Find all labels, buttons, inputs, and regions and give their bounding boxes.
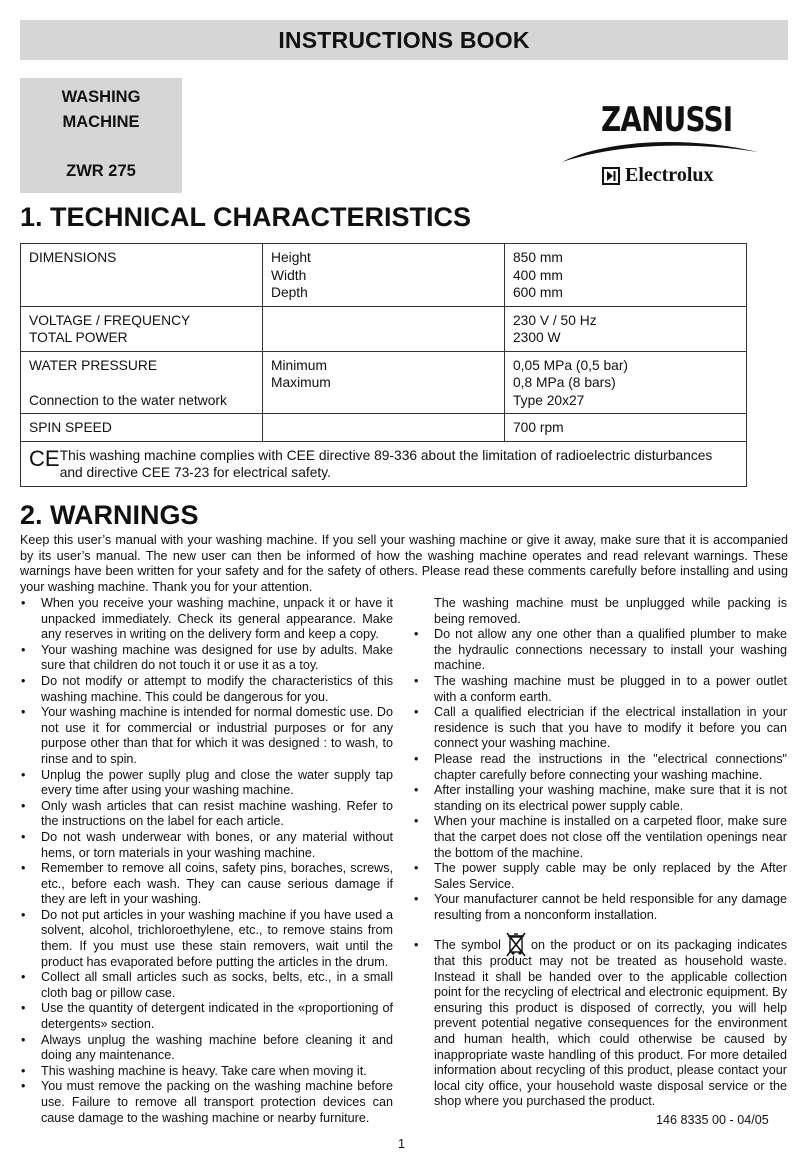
bullet: • (414, 751, 419, 766)
cell-line: 850 mm (513, 250, 563, 265)
cell-line: 700 rpm (513, 420, 564, 435)
cell-line: SPIN SPEED (29, 420, 112, 435)
list-item (20, 1064, 393, 1080)
list-item-text: When you receive your washing machine, unpack it or have it unpacked immediately. Check its general appearance. Make any reserves in writing on the delivery form and keep a copy. (41, 596, 393, 642)
list-item (20, 643, 393, 674)
cell-line: 230 V / 50 Hz (513, 312, 597, 328)
cell-line: VOLTAGE / FREQUENCY (29, 312, 191, 328)
list-item (20, 1033, 393, 1064)
list-item-text: After installing your washing machine, make sure that it is not standing on its electrical power supply cable. (434, 783, 787, 813)
cell-line: 0,8 MPa (8 bars) (513, 375, 616, 390)
cell-line: WATER PRESSURE (29, 357, 158, 373)
bullet: • (414, 783, 419, 798)
warnings-intro: Keep this user’s manual with your washing machine. If you sell your washing machine or give it away, make sure that it is accompanied by its user’s manual. The new user can then be informed of how the washing machine operates and read relevant warnings. These warnings have been written for your safety and for the safety of others. Please read these comments carefully before installing and using your washing machine. Thank you for your attention. (20, 533, 788, 594)
table-cell (21, 244, 263, 307)
cell-line: Connection to the water network (29, 392, 227, 408)
ce-text: This washing machine complies with CEE directive 89-336 about the limitation of radioelectric disturbances and directive CEE 73-23 for electrical safety. (59, 447, 713, 480)
list-item (20, 799, 393, 830)
table-cell (263, 306, 505, 351)
warnings-right-column (413, 596, 787, 1110)
cell-line: TOTAL POWER (29, 330, 128, 345)
document-number: 146 8335 00 - 04/05 (656, 1113, 769, 1127)
list-item (20, 674, 393, 705)
table-row (21, 306, 747, 351)
bullet: • (21, 1032, 26, 1047)
product-model: ZWR 275 (66, 162, 136, 180)
list-item-text: Please read the instructions in the "electrical connections" chapter carefully before connecting your washing machine. (434, 751, 787, 782)
weee-pre-text: The symbol (434, 938, 501, 953)
list-item (413, 705, 787, 752)
bullet: • (21, 642, 26, 657)
bullet: • (21, 705, 26, 720)
bullet: • (414, 938, 419, 953)
list-item (413, 674, 787, 705)
list-item-weee (413, 938, 787, 1110)
list-item (413, 752, 787, 783)
list-item-text: The washing machine must be plugged in to a power outlet with a conform earth. (434, 673, 787, 704)
table-cell (21, 306, 263, 351)
list-item-text: Unplug the power suplly plug and close the water supply tap every time after using your washing machine. (41, 767, 393, 798)
list-item-text: You must remove the packing on the washing machine before use. Failure to remove all transport protection devices can cause damage to the washing machine or nearby furniture. (41, 1079, 393, 1125)
table-cell (263, 414, 505, 442)
list-item (20, 768, 393, 799)
document-title: INSTRUCTIONS BOOK (278, 26, 530, 53)
bullet: • (414, 814, 419, 829)
list-item (20, 596, 393, 643)
cell-line: Minimum (271, 357, 327, 373)
table-cell (505, 351, 747, 414)
brand-sub (602, 164, 714, 187)
bullet: • (21, 596, 26, 610)
cell-line: 600 mm (513, 285, 563, 300)
document-title-bar (20, 20, 788, 60)
cell-line: Width (271, 267, 307, 283)
bullet: • (21, 829, 26, 844)
list-item (413, 627, 787, 674)
list-item (20, 1001, 393, 1032)
list-item-text: Call a qualified electrician if the electrical installation in your residence is such that you have to modify it before you can connect your washing machine. (434, 705, 787, 751)
list-item-text: Your washing machine was designed for use by adults. Make sure that children do not touch it or use it as a toy. (41, 642, 393, 673)
bullet: • (21, 970, 26, 985)
bullet: • (414, 673, 419, 688)
table-cell (263, 351, 505, 414)
list-item-text: The washing machine must be unplugged while packing is being removed. (434, 596, 787, 626)
table-cell (505, 244, 747, 307)
cell-line: Type 20x27 (513, 392, 585, 408)
weee-post-text: on the product or on its packaging indicates that this product may not be treated as household waste. Instead it shall be handed over to the applicable collection point for the recycling of electrical and electronic equipment. By ensuring this product is disposed of correctly, you will help prevent potential negative consequences for the environment and human health, which could otherwise be caused by inappropriate waste handling of this product. For more detailed information about recycling of this product, please contact your local city office, your household waste disposal service or the shop where you purchased the product. (434, 938, 788, 1109)
cell-line: DIMENSIONS (29, 250, 117, 265)
brand-sub-text: Electrolux (625, 164, 714, 186)
cell-line: Maximum (271, 375, 331, 390)
bullet: • (414, 627, 419, 642)
table-row (21, 351, 747, 414)
list-item-text: Do not allow any one other than a qualified plumber to make the hydraulic connections necessary to install your washing machine. (434, 627, 787, 673)
list-item-text: Only wash articles that can resist machine washing. Refer to the instructions on the label for each article. (41, 798, 393, 829)
cell-line: 400 mm (513, 267, 563, 283)
section-title-technical: 1. TECHNICAL CHARACTERISTICS (20, 202, 472, 232)
brand-name: ZANUSSI (601, 100, 733, 140)
list-item-text: The power supply cable may be only replaced by the After Sales Service. (434, 861, 787, 891)
list-item-text: This washing machine is heavy. Take care when moving it. (41, 1063, 367, 1078)
warnings-left-column (20, 596, 393, 1126)
table-cell (21, 414, 263, 442)
table-cell (505, 306, 747, 351)
bullet: • (21, 798, 26, 813)
list-item (20, 861, 393, 908)
list-item-text: Collect all small articles such as socks, belts, etc., in a small cloth bag or pillow case. (41, 970, 393, 1000)
table-row (21, 244, 747, 307)
bullet: • (21, 767, 26, 782)
electrolux-logo-icon (602, 167, 620, 185)
list-item-text: Remember to remove all coins, safety pins, boraches, screws, etc., before each wash. They can cause serious damage if they are left in your washing. (41, 861, 393, 907)
brand-logo (560, 90, 760, 190)
list-item-text: Always unplug the washing machine before cleaning it and doing any maintenance. (41, 1032, 393, 1063)
cell-line (29, 374, 254, 392)
cell-line: 0,05 MPa (0,5 bar) (513, 357, 629, 373)
table-cell (21, 351, 263, 414)
list-item (413, 861, 787, 892)
bullet: • (21, 673, 26, 688)
table-cell (263, 244, 505, 307)
list-item (413, 892, 787, 923)
list-item (20, 705, 393, 767)
list-item (20, 970, 393, 1001)
product-line-2: MACHINE (62, 113, 140, 131)
list-item-text: Do not wash underwear with bones, or any material without hems, or torn materials in your washing machine. (41, 829, 393, 860)
bullet: • (414, 705, 419, 720)
cell-line: Depth (271, 285, 308, 300)
cell-line: 2300 W (513, 330, 561, 345)
table-cell (505, 414, 747, 442)
product-line-1: WASHING (61, 88, 141, 106)
ce-mark-icon: CE (29, 445, 60, 471)
list-item-text: Use the quantity of detergent indicated in the «proportioning of detergents» section. (41, 1001, 393, 1032)
list-item-text: Do not put articles in your washing machine if you have used a solvent, alcohol, trichloroethylene, etc., to remove stains from them. If you must use these stain removers, wait until the product has evaporated before putting the articles in the drum. (41, 907, 393, 969)
cell-line: Height (271, 250, 311, 265)
page-number: 1 (398, 1137, 406, 1151)
bullet: • (21, 1079, 26, 1094)
list-item-text: Do not modify or attempt to modify the characteristics of this washing machine. This could be dangerous for you. (41, 673, 393, 704)
list-item (413, 783, 787, 814)
bullet: • (21, 861, 26, 876)
list-item (20, 830, 393, 861)
list-item-text: Your manufacturer cannot be held responsible for any damage resulting from a nonconform installation. (434, 892, 787, 922)
table-row (21, 414, 747, 442)
list-item (20, 1079, 393, 1126)
list-item-text: Your washing machine is intended for normal domestic use. Do not use it for commercial or industrial purposes or for any purpose other than that for which it was designed : to wash, to rinse and to spin. (41, 705, 393, 766)
list-item (20, 908, 393, 970)
bullet: • (414, 892, 419, 907)
list-item-text: When your machine is installed on a carpeted floor, make sure that the carpet does not close off the ventilation openings near the bottom of the machine. (434, 814, 787, 860)
bullet: • (21, 1001, 26, 1016)
section-title-warnings: 2. WARNINGS (20, 500, 199, 530)
bullet: • (21, 1063, 26, 1078)
swoosh-icon (560, 136, 760, 166)
product-box (20, 78, 182, 193)
spec-table (20, 243, 747, 487)
bullet: • (21, 907, 26, 922)
list-item (413, 596, 787, 627)
list-item (413, 814, 787, 861)
ce-row (21, 441, 747, 486)
bullet: • (414, 861, 419, 876)
